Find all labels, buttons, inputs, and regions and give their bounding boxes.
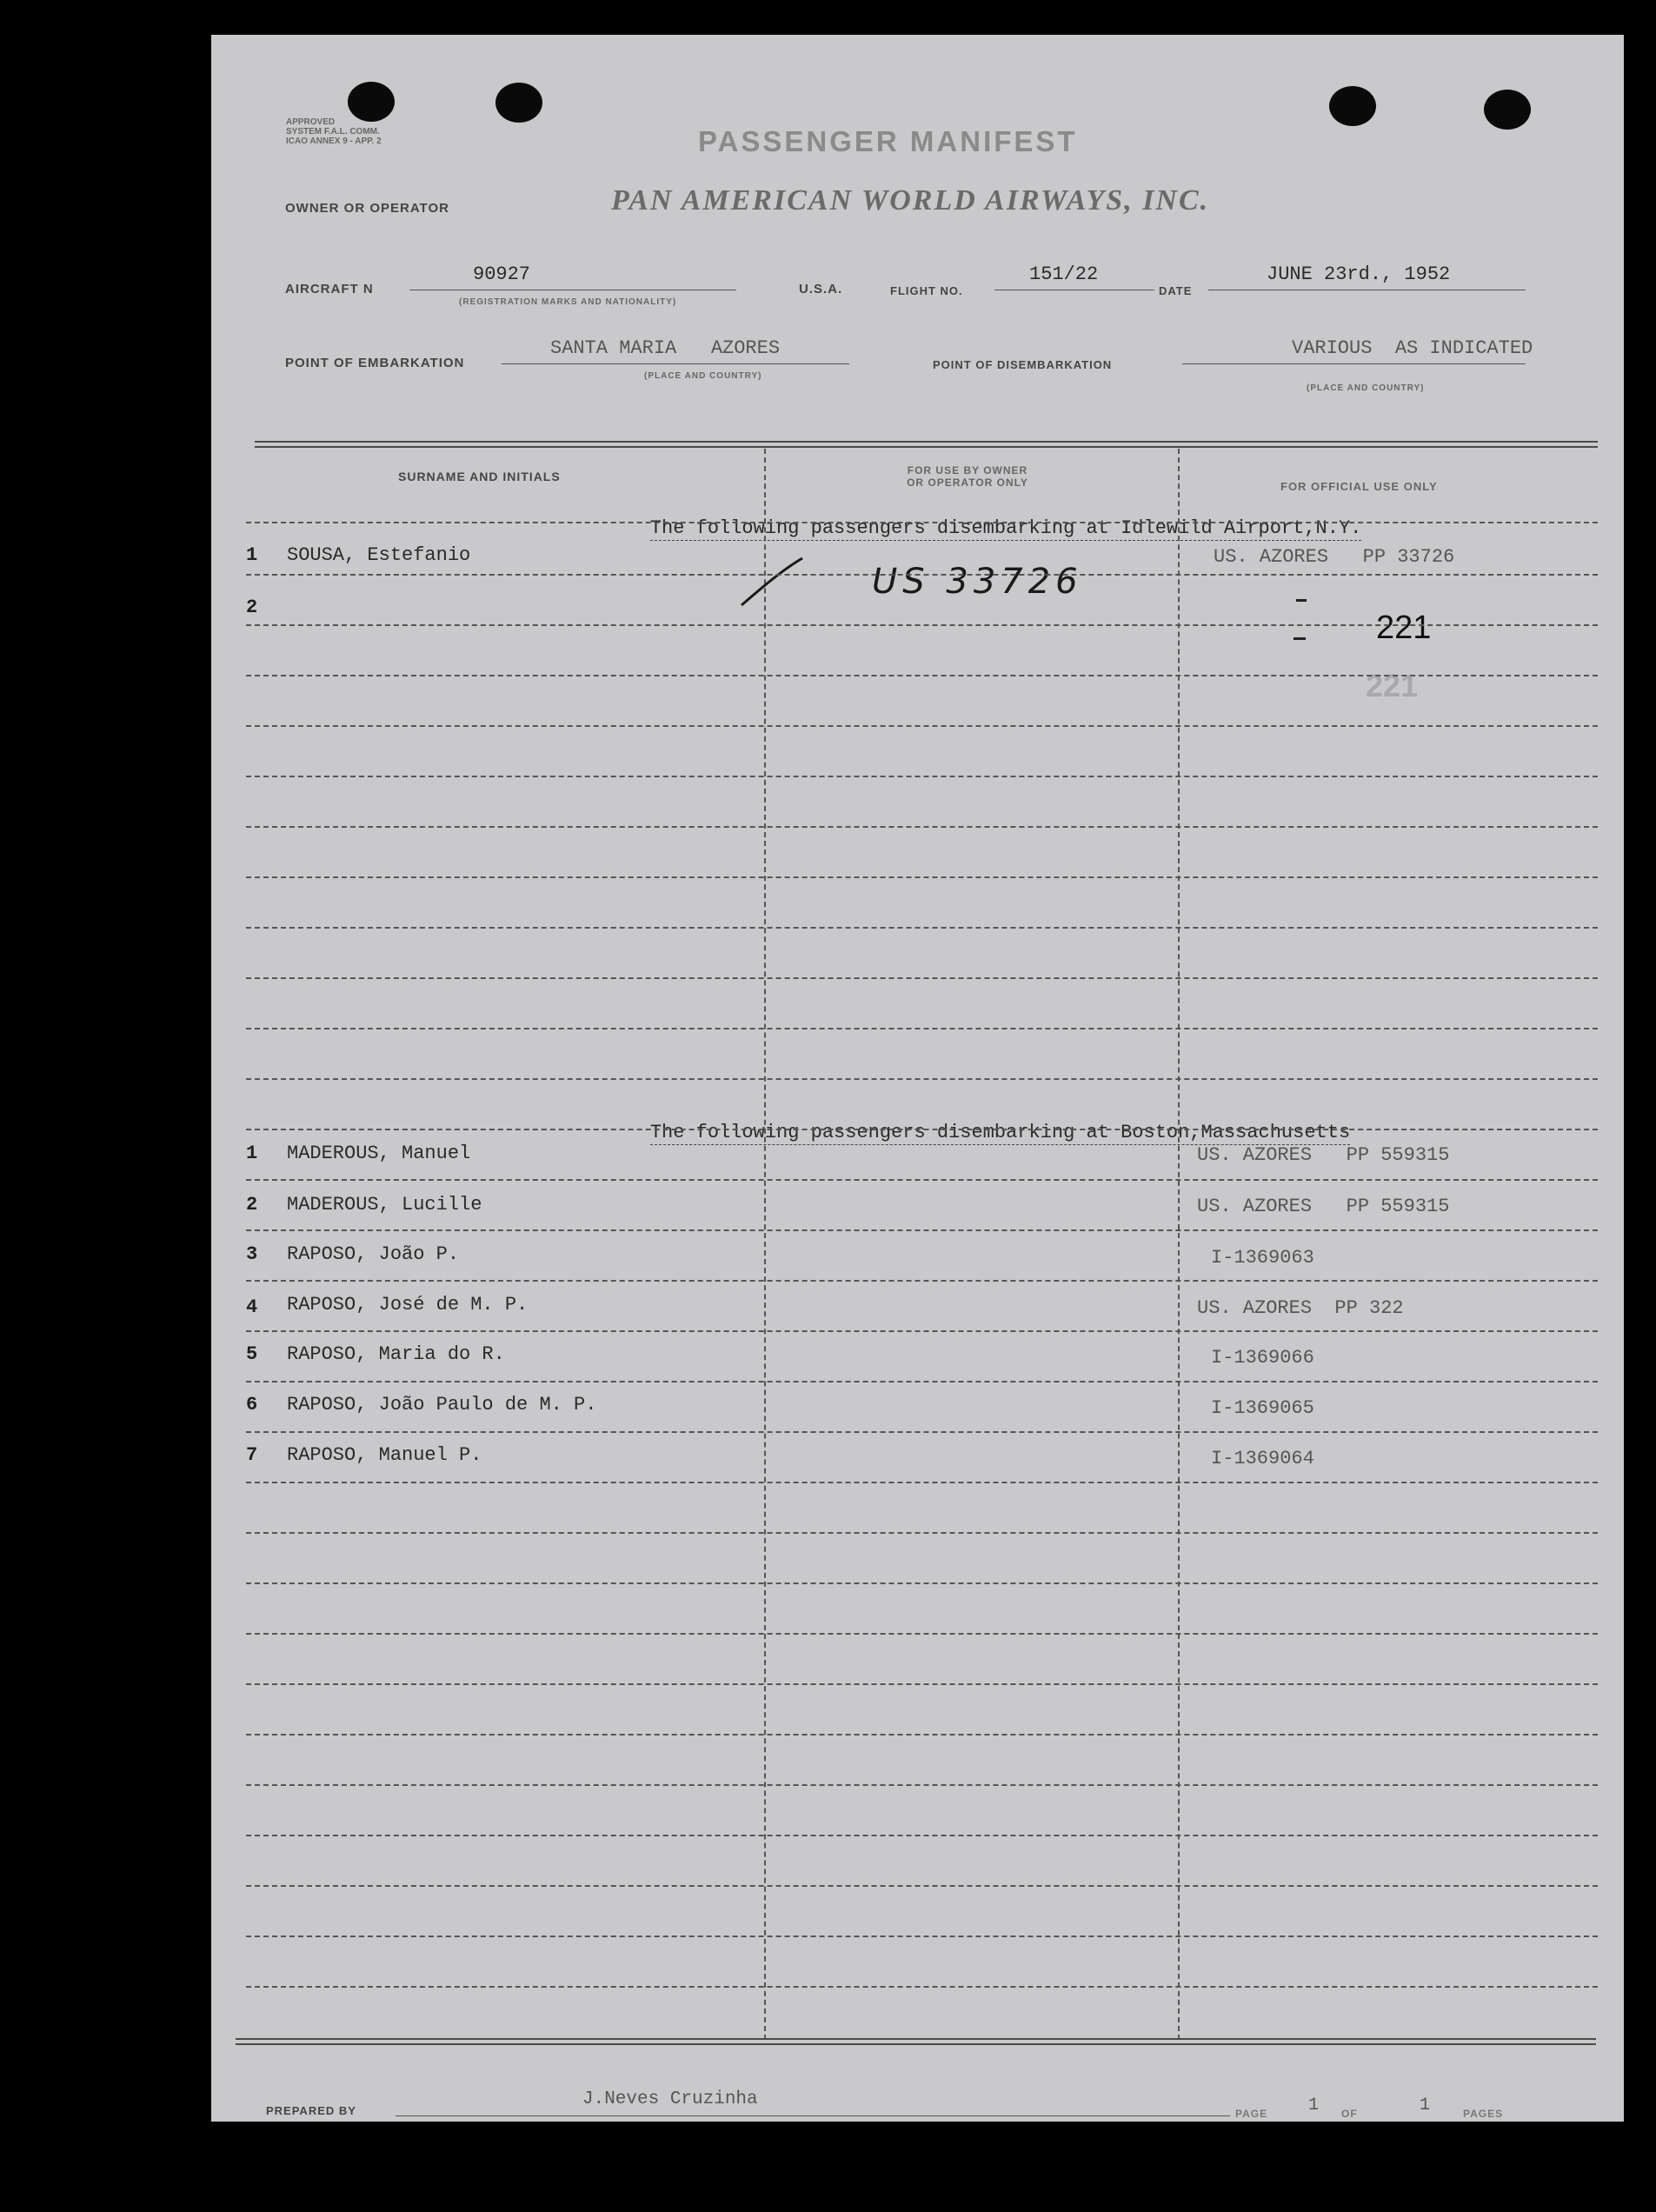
approval-note [286, 117, 382, 146]
row-line [246, 574, 1598, 576]
passenger-name: RAPOSO, João Paulo de M. P. [287, 1394, 597, 1416]
official-entry: I-1369065 [1211, 1397, 1314, 1419]
column-divider [1178, 449, 1180, 2040]
approval-line: APPROVED [286, 117, 336, 127]
prepared-by-label: PREPARED BY [266, 2104, 356, 2117]
usa-label: U.S.A. [799, 282, 843, 296]
table-top-rule [255, 446, 1598, 448]
aircraft-sublabel: (REGISTRATION MARKS AND NATIONALITY) [459, 297, 677, 307]
disembarkation-label: POINT OF DISEMBARKATION [933, 358, 1113, 371]
embarkation-field [502, 337, 849, 364]
row-line [246, 1633, 1598, 1635]
row-line [246, 1986, 1598, 1988]
page-label: PAGE [1235, 2108, 1268, 2120]
owner-use-line: FOR USE BY OWNER [907, 464, 1028, 476]
approval-line: ICAO ANNEX 9 - APP. 2 [286, 137, 382, 146]
row-line [246, 1734, 1598, 1736]
row-number: 5 [246, 1343, 258, 1365]
embarkation-sublabel: (PLACE AND COUNTRY) [644, 371, 762, 381]
check-mark [738, 555, 808, 609]
passenger-name: RAPOSO, Maria do R. [287, 1343, 505, 1365]
page-total: 1 [1420, 2095, 1431, 2115]
row-line [246, 1129, 1598, 1130]
passenger-name: RAPOSO, José de M. P. [287, 1294, 529, 1316]
passenger-name: RAPOSO, Manuel P. [287, 1444, 482, 1466]
row-line [246, 927, 1598, 929]
approval-line: SYSTEM F.A.L. COMM. [286, 127, 380, 137]
row-line [246, 1028, 1598, 1029]
punch-hole [1329, 86, 1376, 126]
passenger-name: MADEROUS, Manuel [287, 1143, 471, 1164]
owner-use-line: OR OPERATOR ONLY [907, 476, 1028, 489]
row-line [246, 522, 1598, 523]
row-line [246, 1835, 1598, 1836]
row-line [246, 826, 1598, 828]
document-title: PASSENGER MANIFEST [698, 125, 1078, 157]
passenger-name: SOUSA, Estefanio [287, 544, 471, 566]
flight-label: FLIGHT NO. [890, 284, 963, 297]
row-line [246, 1381, 1598, 1382]
disembarkation-value: VARIOUS AS INDICATED [1292, 337, 1533, 359]
prepared-by-value: J.Neves Cruzinha [582, 2089, 758, 2109]
row-line [246, 1936, 1598, 1937]
manifest-sheet [211, 35, 1624, 2122]
row-line [246, 1330, 1598, 1332]
row-line [246, 1683, 1598, 1685]
row-line [246, 876, 1598, 878]
punch-hole [348, 82, 395, 122]
row-line [246, 1582, 1598, 1584]
official-entry: I-1369066 [1211, 1347, 1314, 1369]
row-number: 4 [246, 1296, 258, 1318]
passenger-name: RAPOSO, João P. [287, 1243, 460, 1265]
official-entry: US. AZORES PP 322 [1197, 1297, 1404, 1319]
aircraft-field [409, 263, 736, 290]
stamp-number-ghost: 221 [1366, 668, 1419, 703]
aircraft-label: AIRCRAFT N [285, 282, 374, 296]
row-line [246, 624, 1598, 626]
row-number: 2 [246, 1194, 258, 1216]
official-entry: US. AZORES PP 559315 [1197, 1196, 1450, 1217]
row-line [246, 1078, 1598, 1080]
row-line [246, 1229, 1598, 1231]
official-entry: US. AZORES PP 33726 [1214, 546, 1455, 568]
row-line [246, 725, 1598, 727]
row-number: 3 [246, 1243, 258, 1265]
row-line [246, 1532, 1598, 1534]
row-number: 7 [246, 1444, 258, 1466]
row-line [246, 675, 1598, 676]
row-line [246, 977, 1598, 979]
official-entry: US. AZORES PP 559315 [1197, 1144, 1450, 1166]
column-divider [764, 449, 766, 2040]
page-number: 1 [1308, 2095, 1320, 2115]
punch-hole [1484, 90, 1531, 130]
row-line [246, 1280, 1598, 1282]
owner-value: PAN AMERICAN WORLD AIRWAYS, INC. [611, 184, 1210, 217]
row-line [246, 1784, 1598, 1786]
embarkation-label: POINT OF EMBARKATION [285, 356, 465, 370]
date-value: JUNE 23rd., 1952 [1267, 263, 1451, 285]
stamp-number: 221 [1376, 610, 1432, 646]
row-line [246, 1431, 1598, 1433]
pages-label: PAGES [1463, 2108, 1504, 2120]
punch-hole [495, 83, 542, 123]
stamp-mark [1296, 599, 1307, 602]
column-header-official-use: FOR OFFICIAL USE ONLY [1280, 480, 1438, 493]
flight-field [994, 263, 1154, 290]
embarkation-value: SANTA MARIA AZORES [550, 337, 781, 359]
row-line [246, 1885, 1598, 1887]
official-entry: I-1369063 [1211, 1247, 1314, 1269]
handwritten-reference: US 33726 [872, 562, 1083, 602]
prepared-by-field [396, 2089, 1230, 2116]
official-entry: I-1369064 [1211, 1448, 1314, 1469]
row-number: 1 [246, 544, 258, 566]
date-label: DATE [1159, 284, 1193, 297]
flight-value: 151/22 [1029, 263, 1099, 285]
date-field [1208, 263, 1526, 290]
table-bottom-rule [236, 2043, 1596, 2045]
row-line [246, 1482, 1598, 1483]
passenger-name: MADEROUS, Lucille [287, 1194, 482, 1216]
owner-label: OWNER OR OPERATOR [285, 201, 449, 216]
table-top-rule [255, 441, 1598, 443]
section-heading-text: The following passengers disembarking at Idlewild Airport,N.Y. [649, 517, 1362, 539]
column-header-surname: SURNAME AND INITIALS [398, 470, 561, 483]
of-label: OF [1341, 2108, 1358, 2120]
stamp-mark [1294, 637, 1306, 640]
row-line [246, 776, 1598, 777]
row-number: 6 [246, 1394, 258, 1416]
aircraft-value: 90927 [473, 263, 531, 285]
section-heading-text: The following passengers disembarking at Boston,Massachusetts [649, 1122, 1351, 1143]
column-header-owner-use [881, 464, 1054, 489]
table-bottom-rule [236, 2038, 1596, 2040]
row-line [246, 1179, 1598, 1181]
row-number: 2 [246, 596, 258, 618]
row-number: 1 [246, 1143, 258, 1164]
disembarkation-field [1182, 337, 1533, 364]
disembarkation-sublabel: (PLACE AND COUNTRY) [1307, 383, 1425, 393]
